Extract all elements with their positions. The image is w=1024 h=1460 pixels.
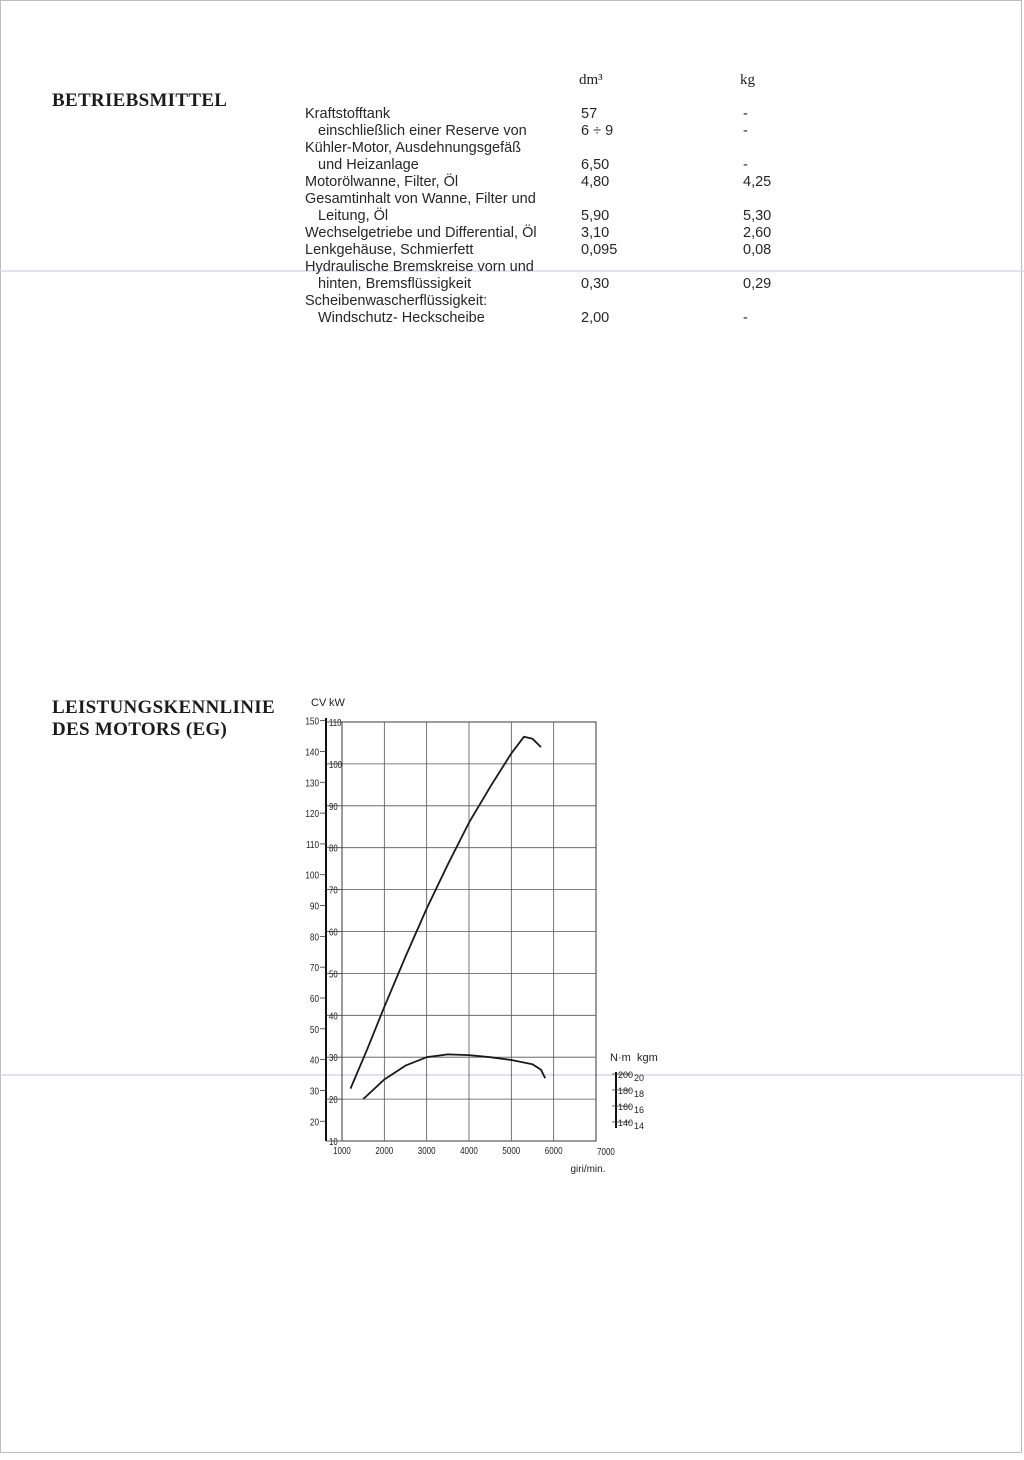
x-tick-label: 4000	[460, 1145, 478, 1157]
row-description: Leitung, Öl	[318, 208, 389, 224]
table-row	[305, 208, 785, 225]
row-value-dm3: 0,095	[581, 242, 618, 258]
cv-tick-label: 30	[309, 1085, 319, 1097]
row-description: Gesamtinhalt von Wanne, Filter und	[305, 191, 536, 207]
table-row	[305, 242, 785, 259]
cv-tick-label: 130	[305, 777, 319, 789]
x-tick-label: 2000	[375, 1145, 394, 1157]
row-description: und Heizanlage	[318, 157, 419, 173]
row-value-kg: 0,29	[743, 276, 772, 292]
table-row	[305, 106, 785, 123]
row-value-kg: -	[743, 310, 748, 326]
cv-tick-label: 60	[309, 993, 319, 1005]
kw-tick-label: 110	[328, 717, 342, 729]
row-value-dm3: 4,80	[581, 174, 610, 190]
row-value-dm3: 6 ÷ 9	[581, 123, 614, 139]
cv-tick-label: 110	[305, 839, 319, 851]
kw-tick-label: 50	[328, 968, 338, 980]
row-description: Lenkgehäuse, Schmierfett	[305, 242, 474, 258]
row-value-kg: 0,08	[743, 242, 772, 258]
cv-tick-label: 20	[309, 1116, 319, 1128]
table-row	[305, 310, 785, 327]
x-tick-label: 7000	[597, 1146, 615, 1158]
cv-tick-label: 140	[305, 746, 319, 758]
nm-tick-label: 180	[618, 1086, 634, 1096]
cv-tick-label: 50	[309, 1024, 319, 1035]
leistung-heading-line1: LEISTUNGSKENNLINIE	[52, 697, 275, 718]
kw-tick-label: 100	[328, 758, 343, 771]
cv-tick-label: 150	[305, 715, 319, 727]
table-row	[305, 140, 785, 157]
table-row	[305, 276, 785, 293]
row-description: Motorölwanne, Filter, Öl	[305, 174, 459, 190]
row-value-dm3: 6,50	[581, 157, 610, 173]
column-header-kg: kg	[740, 72, 755, 88]
nm-tick-label: 200	[618, 1070, 634, 1080]
kw-tick-label: 40	[328, 1010, 338, 1022]
fluid-capacities-table	[305, 106, 785, 327]
cv-tick-label: 70	[309, 962, 319, 974]
kw-tick-label: 20	[328, 1094, 338, 1106]
nm-tick-label: 140	[618, 1118, 634, 1128]
kgm-tick-label: 18	[634, 1089, 645, 1099]
table-row	[305, 225, 785, 242]
x-tick-label: 1000	[333, 1145, 351, 1157]
kgm-axis-label: kgm	[637, 1052, 658, 1064]
kgm-tick-label: 20	[634, 1073, 645, 1083]
cv-tick-label: 40	[309, 1054, 319, 1066]
row-description: Kühler-Motor, Ausdehnungsgefäß	[305, 140, 522, 156]
kw-tick-label: 80	[328, 842, 338, 854]
table-row	[305, 123, 785, 140]
table-row	[305, 174, 785, 191]
cv-tick-label: 90	[309, 900, 319, 912]
cv-axis-label: CV	[311, 697, 327, 709]
row-value-dm3: 57	[581, 106, 598, 122]
row-value-dm3: 3,10	[581, 225, 610, 241]
fold-line-bottom	[0, 1074, 1024, 1076]
table-row	[305, 191, 785, 208]
table-row	[305, 293, 785, 310]
row-description: einschließlich einer Reserve von	[318, 123, 527, 139]
column-header-dm3: dm³	[579, 72, 603, 88]
kw-tick-label: 70	[328, 884, 338, 896]
kw-tick-label: 90	[328, 800, 338, 813]
kgm-tick-label: 16	[634, 1105, 645, 1115]
row-description: Hydraulische Bremskreise vorn und	[305, 259, 534, 275]
x-tick-label: 6000	[544, 1145, 563, 1157]
table-row	[305, 259, 785, 276]
row-value-dm3: 5,90	[581, 208, 610, 224]
row-value-kg: 5,30	[743, 208, 772, 224]
kw-axis-label: kW	[329, 697, 345, 709]
kw-tick-label: 60	[328, 926, 338, 938]
leistung-heading-line2: DES MOTORS (EG)	[52, 719, 228, 740]
row-description: Scheibenwascherflüssigkeit:	[305, 293, 488, 309]
row-description: Wechselgetriebe und Differential, Öl	[305, 225, 537, 241]
row-value-kg: -	[743, 157, 748, 173]
kgm-tick-label: 14	[634, 1121, 645, 1131]
x-tick-label: 5000	[502, 1145, 521, 1157]
nm-axis-label: N·m	[610, 1052, 631, 1064]
cv-tick-label: 80	[309, 931, 319, 943]
cv-tick-label: 100	[305, 869, 319, 881]
row-value-dm3: 0,30	[581, 276, 610, 292]
row-description: Kraftstofftank	[305, 106, 391, 122]
betriebsmittel-heading: BETRIEBSMITTEL	[52, 90, 228, 111]
x-unit-label: giri/min.	[570, 1164, 606, 1175]
row-value-kg: -	[743, 123, 748, 139]
row-value-dm3: 2,00	[581, 310, 610, 326]
row-description: hinten, Bremsflüssigkeit	[318, 276, 472, 292]
row-value-kg: 4,25	[743, 174, 772, 190]
nm-tick-label: 160	[618, 1102, 634, 1112]
row-description: Windschutz- Heckscheibe	[318, 310, 485, 326]
row-value-kg: 2,60	[743, 225, 772, 241]
table-row	[305, 157, 785, 174]
row-value-kg: -	[743, 106, 748, 122]
x-tick-label: 3000	[417, 1145, 436, 1157]
cv-tick-label: 120	[305, 808, 319, 820]
kw-tick-label: 10	[328, 1136, 338, 1148]
kw-tick-label: 30	[328, 1052, 338, 1064]
